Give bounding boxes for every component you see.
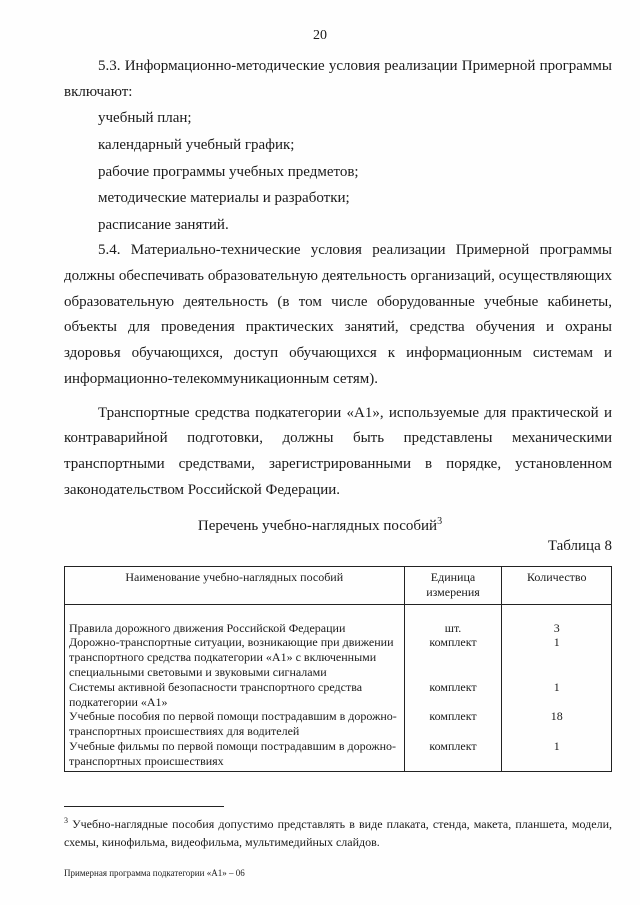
footnote-text: Учебно-наглядные пособия допустимо представлять в виде плаката, стенда, макета, планшета, модели, схемы, кинофильма, видеофильма, мультимедийных слайдов. [64,817,613,849]
table-row [65,680,612,710]
main-text [64,54,612,503]
list-item: расписание занятий. [98,216,229,233]
footnote-divider [64,806,224,807]
header-qty: Количество [502,567,612,605]
cell-unit: комплект [404,739,502,771]
cell-qty: 18 [502,709,612,739]
table-header-row [65,567,612,605]
list-item: рабочие программы учебных предметов; [98,163,359,180]
transport-paragraph: Транспортные средства подкатегории «А1», используемые для практической и контраварийной подготовки, должны быть представлены механическими транспортными средствами, зарегистрированными в порядке, установленном законодательством Российской Федерации. [64,404,612,498]
cell-name: Учебные пособия по первой помощи пострадавшим в дорожно-транспортных происшествиях для водителей [65,709,405,739]
cell-name: Правила дорожного движения Российской Федерации [65,604,405,635]
cell-name: Дорожно-транспортные ситуации, возникающие при движении транспортного средства подкатегории «А1» с включенными специальными световыми и звуковыми сигналами [65,635,405,679]
cell-unit: комплект [404,709,502,739]
footnote-mark: 3 [64,816,68,825]
page-number: 20 [313,28,327,43]
list-item: учебный план; [98,110,192,127]
table-row [65,739,612,771]
cell-name: Учебные фильмы по первой помощи пострадавшим в дорожно-транспортных происшествиях [65,739,405,771]
cell-qty: 1 [502,739,612,771]
list-item: методические материалы и разработки; [98,190,350,207]
cell-qty: 3 [502,604,612,635]
cell-unit: комплект [404,680,502,710]
list-item: календарный учебный график; [98,137,295,153]
table-title: Перечень учебно-наглядных пособий$^3$ [197,516,443,534]
header-unit: Единица измерения [404,567,502,605]
teaching-aids-table [64,566,612,772]
table-row [65,709,612,739]
section-5-3-list [98,105,612,238]
table-caption: Таблица 8 [547,538,612,554]
cell-name: Системы активной безопасности транспортного средства подкатегории «А1» [65,680,405,710]
cell-unit: шт. [404,604,502,635]
table-row [65,635,612,679]
page-footer: Примерная программа подкатегории «А1» – 06 [64,868,245,878]
table-row [65,604,612,635]
cell-qty: 1 [502,635,612,679]
cell-qty: 1 [502,680,612,710]
section-5-4: 5.4. Материально-технические условия реализации Примерной программы должны обеспечивать образовательную деятельность организаций, осуществляющих образовательную деятельность (в том числе оборудованные учебные кабинеты, объекты для проведения практических занятий, средства обучения и охраны здоровья обучающихся, доступ обучающихся к информационным системам и информационно-телекоммуникационным сетям). [64,242,612,387]
footnote-mark: 3 [437,516,443,527]
header-name: Наименование учебно-наглядных пособий [65,567,405,605]
footnote [64,812,612,851]
cell-unit: комплект [404,635,502,679]
section-5-3-intro: 5.3. Информационно-методические условия реализации Примерной программы включают: [64,58,612,100]
